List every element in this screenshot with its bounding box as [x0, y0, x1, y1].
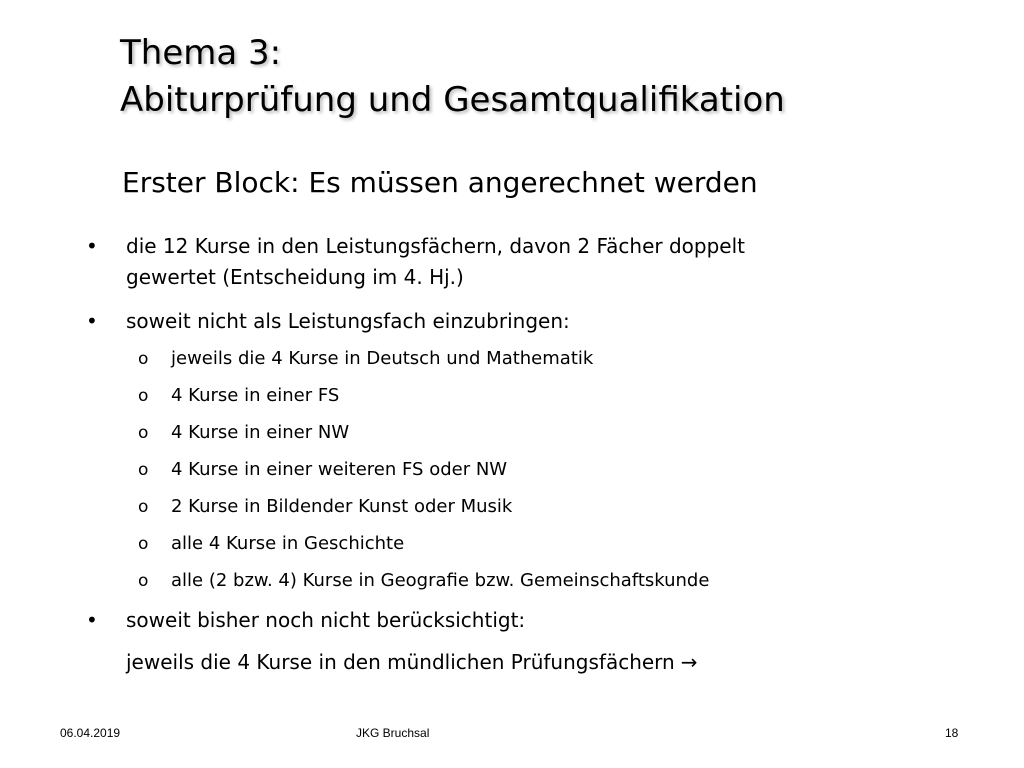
arrow-right-icon: → [680, 650, 698, 674]
final-line-text: jeweils die 4 Kurse in den mündlichen Prüfungsfächern [126, 650, 675, 674]
sub-bullet-marker: o [138, 423, 149, 443]
bullet-marker: • [86, 234, 98, 258]
sub-list-text: jeweils die 4 Kurse in Deutsch und Mathematik [171, 348, 594, 369]
sub-bullet-marker: o [138, 571, 149, 591]
footer-date: 06.04.2019 [60, 726, 121, 740]
sub-list-text: 4 Kurse in einer weiteren FS oder NW [171, 459, 508, 480]
final-line [126, 646, 698, 678]
sub-list-text: 4 Kurse in einer NW [171, 422, 350, 443]
title-line-2: Abiturprüfung und Gesamtqualifikation [120, 80, 785, 120]
sub-list-text: 2 Kurse in Bildender Kunst oder Musik [171, 496, 513, 517]
sub-list-text: alle 4 Kurse in Geschichte [171, 533, 405, 554]
bullet-text: soweit bisher noch nicht berücksichtigt: [126, 608, 526, 632]
slide-subtitle: Erster Block: Es müssen angerechnet werden [122, 166, 758, 199]
sub-bullet-marker: o [138, 497, 149, 517]
sub-bullet-marker: o [138, 386, 149, 406]
sub-bullet-marker: o [138, 534, 149, 554]
bullet-marker: • [86, 608, 98, 632]
bullet-marker: • [86, 309, 98, 333]
sub-list-text: 4 Kurse in einer FS [171, 385, 340, 406]
footer-page-number: 18 [945, 726, 959, 740]
bullet-text: gewertet (Entscheidung im 4. Hj.) [126, 265, 464, 289]
bullet-text: soweit nicht als Leistungsfach einzubringen: [126, 309, 570, 333]
footer-organization: JKG Bruchsal [356, 726, 430, 740]
title-line-1: Thema 3: [120, 33, 282, 73]
sub-bullet-marker: o [138, 460, 149, 480]
sub-bullet-marker: o [138, 349, 149, 369]
sub-list-text: alle (2 bzw. 4) Kurse in Geografie bzw. Gemeinschaftskunde [171, 570, 710, 591]
bullet-text: die 12 Kurse in den Leistungsfächern, davon 2 Fächer doppelt [126, 234, 746, 258]
